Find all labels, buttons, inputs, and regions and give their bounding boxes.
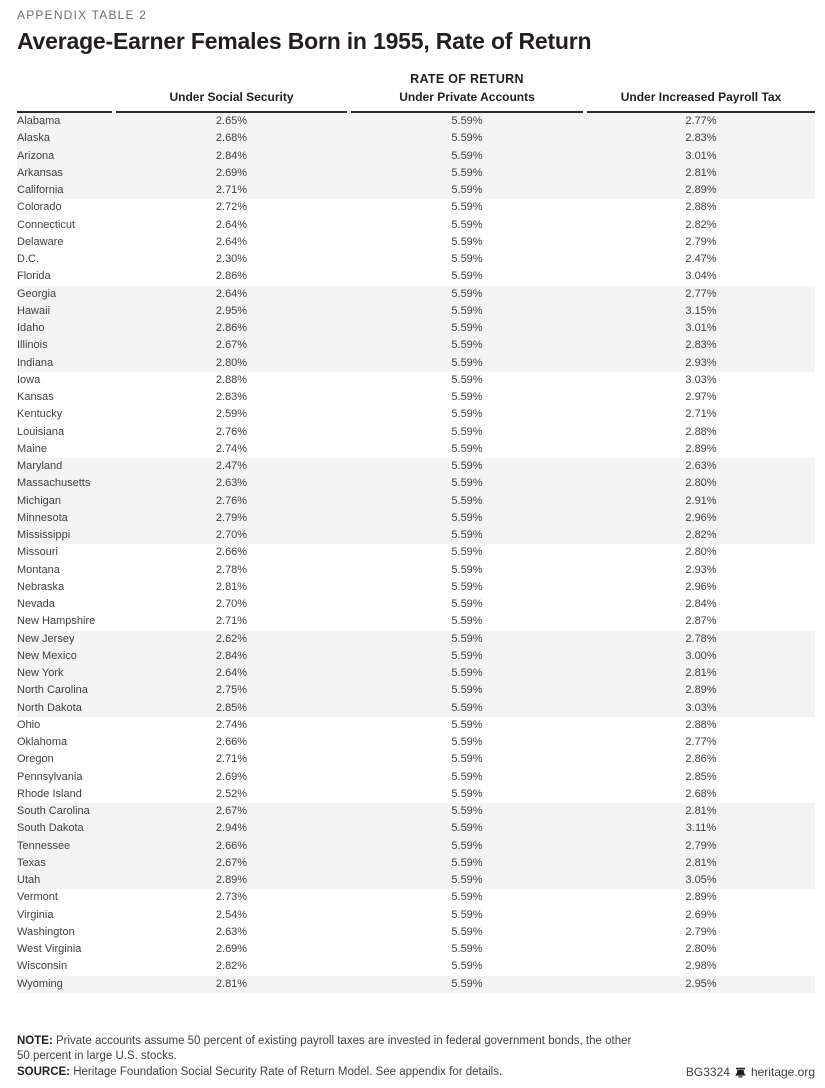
state-name: Virginia	[17, 908, 54, 921]
table-row	[17, 958, 815, 975]
table-row	[17, 613, 815, 630]
table-row	[17, 855, 815, 872]
state-name: Mississippi	[17, 529, 71, 541]
increased-payroll-tax-value: 2.79%	[685, 925, 717, 938]
private-accounts-value: 5.59%	[451, 839, 483, 852]
state-name: New York	[17, 667, 64, 679]
social-security-value: 2.95%	[215, 304, 248, 317]
table-body	[17, 113, 815, 993]
increased-payroll-tax-value: 2.77%	[685, 736, 717, 748]
social-security-value: 2.64%	[215, 235, 248, 248]
table-row	[17, 251, 815, 268]
increased-payroll-tax-value: 2.47%	[685, 253, 717, 265]
state-name: Kansas	[17, 391, 54, 403]
state-name: Delaware	[17, 235, 64, 248]
state-name: Colorado	[17, 201, 62, 214]
social-security-value: 2.66%	[215, 736, 248, 748]
increased-payroll-tax-value: 2.80%	[685, 546, 717, 559]
social-security-value: 2.86%	[215, 270, 248, 283]
private-accounts-value: 5.59%	[451, 529, 483, 541]
social-security-value: 2.65%	[215, 115, 248, 127]
social-security-value: 2.74%	[215, 442, 248, 455]
private-accounts-value: 5.59%	[451, 115, 483, 127]
private-accounts-value: 5.59%	[451, 977, 483, 990]
social-security-value: 2.79%	[215, 511, 248, 524]
table-row	[17, 924, 815, 941]
private-accounts-value: 5.59%	[451, 891, 483, 904]
state-name: Utah	[17, 874, 41, 886]
state-name: Idaho	[17, 322, 45, 334]
social-security-value: 2.59%	[215, 408, 248, 421]
private-accounts-value: 5.59%	[451, 391, 483, 403]
table-row	[17, 510, 815, 527]
column-header-increased-payroll-tax: Under Increased Payroll Tax	[587, 90, 815, 113]
private-accounts-value: 5.59%	[451, 408, 483, 421]
table-row	[17, 786, 815, 803]
state-name: Pennsylvania	[17, 770, 83, 783]
social-security-value: 2.66%	[215, 546, 248, 559]
table-row	[17, 389, 815, 406]
social-security-value: 2.52%	[215, 787, 248, 800]
table-row	[17, 199, 815, 216]
state-name: North Carolina	[17, 684, 88, 697]
social-security-value: 2.76%	[215, 425, 248, 438]
table-row	[17, 907, 815, 924]
private-accounts-value: 5.59%	[451, 132, 483, 145]
table-row	[17, 475, 815, 492]
column-header-private-accounts: Under Private Accounts	[351, 90, 583, 113]
table-row	[17, 665, 815, 682]
table-row	[17, 941, 815, 958]
private-accounts-value: 5.59%	[451, 235, 483, 248]
increased-payroll-tax-value: 2.93%	[685, 563, 717, 576]
increased-payroll-tax-value: 3.01%	[685, 149, 717, 162]
social-security-value: 2.71%	[215, 615, 248, 628]
state-name: Oklahoma	[17, 736, 68, 748]
social-security-value: 2.80%	[215, 356, 248, 369]
increased-payroll-tax-value: 2.85%	[685, 770, 717, 783]
increased-payroll-tax-value: 2.84%	[685, 598, 717, 610]
state-name: Wisconsin	[17, 960, 68, 973]
state-name: North Dakota	[17, 701, 82, 714]
rate-of-return-table	[17, 72, 815, 993]
social-security-value: 2.69%	[215, 166, 248, 179]
table-row	[17, 976, 815, 993]
increased-payroll-tax-value: 2.81%	[685, 805, 717, 817]
social-security-value: 2.71%	[215, 753, 248, 766]
private-accounts-value: 5.59%	[451, 511, 483, 524]
increased-payroll-tax-value: 2.96%	[685, 580, 717, 593]
private-accounts-value: 5.59%	[451, 822, 483, 835]
social-security-value: 2.88%	[215, 373, 248, 386]
increased-payroll-tax-value: 2.71%	[685, 408, 717, 421]
private-accounts-value: 5.59%	[451, 580, 483, 593]
increased-payroll-tax-value: 2.81%	[685, 166, 717, 179]
increased-payroll-tax-value: 2.79%	[685, 235, 717, 248]
private-accounts-value: 5.59%	[451, 442, 483, 455]
private-accounts-value: 5.59%	[451, 667, 483, 679]
increased-payroll-tax-value: 2.95%	[685, 977, 717, 990]
state-name: Rhode Island	[17, 787, 82, 800]
increased-payroll-tax-value: 2.63%	[685, 460, 717, 472]
footer	[17, 1034, 815, 1080]
table-row	[17, 889, 815, 906]
social-security-value: 2.74%	[215, 718, 248, 731]
state-name: Georgia	[17, 287, 57, 300]
table-row	[17, 596, 815, 613]
state-name: Minnesota	[17, 511, 68, 524]
table-row	[17, 838, 815, 855]
increased-payroll-tax-value: 2.77%	[685, 287, 717, 300]
table-row	[17, 734, 815, 751]
social-security-value: 2.81%	[215, 580, 248, 593]
social-security-value: 2.83%	[215, 391, 248, 403]
increased-payroll-tax-value: 3.11%	[685, 822, 717, 835]
private-accounts-value: 5.59%	[451, 218, 483, 231]
private-accounts-value: 5.59%	[451, 425, 483, 438]
table-row	[17, 682, 815, 699]
private-accounts-value: 5.59%	[451, 184, 483, 196]
increased-payroll-tax-value: 2.89%	[685, 891, 717, 904]
social-security-value: 2.86%	[215, 322, 248, 334]
private-accounts-value: 5.59%	[451, 563, 483, 576]
increased-payroll-tax-value: 2.77%	[685, 115, 717, 127]
state-name: Maryland	[17, 460, 63, 472]
state-name: Hawaii	[17, 304, 51, 317]
publication-id	[686, 1065, 815, 1080]
social-security-value: 2.66%	[215, 839, 248, 852]
social-security-value: 2.64%	[215, 287, 248, 300]
table-group-header-row	[17, 72, 815, 86]
private-accounts-value: 5.59%	[451, 373, 483, 386]
table-row	[17, 268, 815, 285]
increased-payroll-tax-value: 2.96%	[685, 511, 717, 524]
private-accounts-value: 5.59%	[451, 632, 483, 645]
table-row	[17, 355, 815, 372]
table-row	[17, 648, 815, 665]
table-row	[17, 493, 815, 510]
table-row	[17, 165, 815, 182]
private-accounts-value: 5.59%	[451, 701, 483, 714]
private-accounts-value: 5.59%	[451, 270, 483, 283]
state-name: New Hampshire	[17, 615, 96, 628]
table-row	[17, 717, 815, 734]
private-accounts-value: 5.59%	[451, 356, 483, 369]
social-security-value: 2.78%	[215, 563, 248, 576]
table-row	[17, 182, 815, 199]
private-accounts-value: 5.59%	[451, 684, 483, 697]
social-security-value: 2.76%	[215, 494, 248, 507]
increased-payroll-tax-value: 2.88%	[685, 201, 717, 214]
state-name: Indiana	[17, 356, 54, 369]
state-name: Arkansas	[17, 166, 63, 179]
table-row	[17, 441, 815, 458]
private-accounts-value: 5.59%	[451, 718, 483, 731]
state-name: Nevada	[17, 598, 55, 610]
state-name: Vermont	[17, 891, 58, 904]
report-id: BG3324	[685, 1065, 730, 1079]
private-accounts-value: 5.59%	[451, 339, 483, 352]
private-accounts-value: 5.59%	[451, 494, 483, 507]
private-accounts-value: 5.59%	[451, 201, 483, 214]
state-name: Alabama	[17, 115, 61, 127]
social-security-value: 2.67%	[215, 339, 248, 352]
table-eyebrow: APPENDIX TABLE 2	[17, 8, 148, 22]
table-row	[17, 769, 815, 786]
site-link: heritage.org	[750, 1065, 815, 1079]
increased-payroll-tax-value: 2.81%	[685, 667, 717, 679]
state-name: Connecticut	[17, 218, 76, 231]
increased-payroll-tax-value: 2.97%	[685, 391, 717, 403]
increased-payroll-tax-value: 2.86%	[685, 753, 717, 766]
state-name: West Virginia	[17, 943, 82, 955]
table-row	[17, 217, 815, 234]
social-security-value: 2.67%	[215, 805, 248, 817]
state-name: Oregon	[17, 753, 54, 766]
note-text: Private accounts assume 50 percent of existing payroll taxes are invested in federal government bonds, the other 50 percent in large U.S. stocks.	[17, 1035, 632, 1062]
social-security-value: 2.63%	[215, 925, 248, 938]
table-row	[17, 751, 815, 768]
state-name: New Jersey	[17, 632, 75, 645]
social-security-value: 2.69%	[215, 770, 248, 783]
state-name: Montana	[17, 563, 60, 576]
private-accounts-value: 5.59%	[451, 477, 483, 490]
table-row	[17, 700, 815, 717]
column-header-state	[17, 90, 112, 113]
social-security-value: 2.75%	[215, 684, 248, 697]
increased-payroll-tax-value: 2.89%	[685, 442, 717, 455]
increased-payroll-tax-value: 3.01%	[685, 322, 717, 334]
social-security-value: 2.67%	[215, 856, 248, 869]
private-accounts-value: 5.59%	[451, 908, 483, 921]
private-accounts-value: 5.59%	[451, 460, 483, 472]
heritage-bell-icon	[734, 1067, 747, 1079]
social-security-value: 2.68%	[215, 132, 248, 145]
private-accounts-value: 5.59%	[451, 615, 483, 628]
social-security-value: 2.62%	[215, 632, 248, 645]
social-security-value: 2.64%	[215, 218, 248, 231]
increased-payroll-tax-value: 3.15%	[685, 304, 717, 317]
increased-payroll-tax-value: 2.83%	[685, 339, 717, 352]
table-row	[17, 320, 815, 337]
column-header-social-security: Under Social Security	[116, 90, 347, 113]
increased-payroll-tax-value: 2.80%	[685, 943, 717, 955]
state-name: South Dakota	[17, 822, 84, 835]
table-row	[17, 113, 815, 130]
social-security-value: 2.89%	[215, 874, 248, 886]
social-security-value: 2.63%	[215, 477, 248, 490]
state-name: Alaska	[17, 132, 51, 145]
social-security-value: 2.70%	[215, 598, 248, 610]
social-security-value: 2.84%	[215, 649, 248, 662]
private-accounts-value: 5.59%	[451, 253, 483, 265]
increased-payroll-tax-value: 3.05%	[685, 874, 717, 886]
table-row	[17, 803, 815, 820]
state-name: Texas	[17, 856, 46, 869]
table-row	[17, 406, 815, 423]
private-accounts-value: 5.59%	[451, 287, 483, 300]
private-accounts-value: 5.59%	[451, 770, 483, 783]
private-accounts-value: 5.59%	[451, 753, 483, 766]
increased-payroll-tax-value: 2.69%	[685, 908, 717, 921]
increased-payroll-tax-value: 3.00%	[685, 649, 717, 662]
increased-payroll-tax-value: 2.93%	[685, 356, 717, 369]
table-row	[17, 424, 815, 441]
state-name: Missouri	[17, 546, 58, 559]
private-accounts-value: 5.59%	[451, 649, 483, 662]
table-row	[17, 579, 815, 596]
social-security-value: 2.84%	[215, 149, 248, 162]
state-name: Maine	[17, 442, 47, 455]
state-name: New Mexico	[17, 649, 77, 662]
increased-payroll-tax-value: 2.91%	[685, 494, 717, 507]
social-security-value: 2.71%	[215, 184, 248, 196]
table-row	[17, 544, 815, 561]
private-accounts-value: 5.59%	[451, 322, 483, 334]
table-row	[17, 130, 815, 147]
private-accounts-value: 5.59%	[451, 304, 483, 317]
state-name: Nebraska	[17, 580, 65, 593]
table-row	[17, 458, 815, 475]
table-row	[17, 527, 815, 544]
table-row	[17, 148, 815, 165]
social-security-value: 2.64%	[215, 667, 248, 679]
state-name: Florida	[17, 270, 51, 283]
increased-payroll-tax-value: 2.83%	[685, 132, 717, 145]
increased-payroll-tax-value: 2.79%	[685, 839, 717, 852]
private-accounts-value: 5.59%	[451, 805, 483, 817]
social-security-value: 2.72%	[215, 201, 248, 214]
table-row	[17, 337, 815, 354]
note-line	[17, 1034, 635, 1064]
state-name: Tennessee	[17, 839, 71, 852]
increased-payroll-tax-value: 2.68%	[685, 787, 717, 800]
private-accounts-value: 5.59%	[451, 874, 483, 886]
increased-payroll-tax-value: 2.82%	[685, 529, 717, 541]
increased-payroll-tax-value: 2.98%	[685, 960, 717, 973]
source-line	[17, 1065, 657, 1080]
increased-payroll-tax-value: 3.03%	[685, 373, 717, 386]
table-column-header-row	[17, 90, 815, 113]
private-accounts-value: 5.59%	[451, 943, 483, 955]
social-security-value: 2.81%	[215, 977, 248, 990]
state-name: D.C.	[17, 253, 39, 265]
increased-payroll-tax-value: 2.81%	[685, 856, 717, 869]
source-text: Heritage Foundation Social Security Rate of Return Model. See appendix for details.	[73, 1066, 503, 1078]
social-security-value: 2.70%	[215, 529, 248, 541]
table-row	[17, 234, 815, 251]
private-accounts-value: 5.59%	[451, 960, 483, 973]
page-title: Average-Earner Females Born in 1955, Rate of Return	[17, 28, 592, 54]
table-row	[17, 303, 815, 320]
state-name: South Carolina	[17, 805, 90, 817]
increased-payroll-tax-value: 2.88%	[685, 425, 717, 438]
social-security-value: 2.54%	[215, 908, 248, 921]
private-accounts-value: 5.59%	[451, 598, 483, 610]
increased-payroll-tax-value: 2.89%	[685, 684, 717, 697]
state-name: Arizona	[17, 149, 55, 162]
private-accounts-value: 5.59%	[451, 736, 483, 748]
source-label: SOURCE:	[17, 1066, 71, 1078]
table-row	[17, 562, 815, 579]
increased-payroll-tax-value: 3.03%	[685, 701, 717, 714]
table-row	[17, 372, 815, 389]
state-name: Massachusetts	[17, 477, 91, 490]
increased-payroll-tax-value: 2.78%	[685, 632, 717, 645]
state-name: Illinois	[17, 339, 48, 352]
increased-payroll-tax-value: 2.82%	[685, 218, 717, 231]
private-accounts-value: 5.59%	[451, 787, 483, 800]
social-security-value: 2.30%	[215, 253, 248, 265]
increased-payroll-tax-value: 2.89%	[685, 184, 717, 196]
social-security-value: 2.47%	[215, 460, 248, 472]
state-name: Michigan	[17, 494, 62, 507]
table-row	[17, 872, 815, 889]
state-name: Washington	[17, 925, 75, 938]
group-header-rate-of-return: RATE OF RETURN	[410, 72, 524, 86]
increased-payroll-tax-value: 3.04%	[685, 270, 717, 283]
note-label: NOTE:	[17, 1035, 53, 1047]
social-security-value: 2.82%	[215, 960, 248, 973]
state-name: Kentucky	[17, 408, 63, 421]
private-accounts-value: 5.59%	[451, 856, 483, 869]
state-name: California	[17, 184, 64, 196]
table-row	[17, 286, 815, 303]
table-row	[17, 631, 815, 648]
private-accounts-value: 5.59%	[451, 546, 483, 559]
social-security-value: 2.94%	[215, 822, 248, 835]
private-accounts-value: 5.59%	[451, 149, 483, 162]
increased-payroll-tax-value: 2.88%	[685, 718, 717, 731]
social-security-value: 2.73%	[215, 891, 248, 904]
state-name: Iowa	[17, 373, 41, 386]
table-row	[17, 820, 815, 837]
state-name: Louisiana	[17, 425, 65, 438]
state-name: Wyoming	[17, 977, 63, 990]
increased-payroll-tax-value: 2.80%	[685, 477, 717, 490]
private-accounts-value: 5.59%	[451, 925, 483, 938]
social-security-value: 2.85%	[215, 701, 248, 714]
state-name: Ohio	[17, 718, 41, 731]
private-accounts-value: 5.59%	[451, 166, 483, 179]
increased-payroll-tax-value: 2.87%	[685, 615, 717, 628]
social-security-value: 2.69%	[215, 943, 248, 955]
